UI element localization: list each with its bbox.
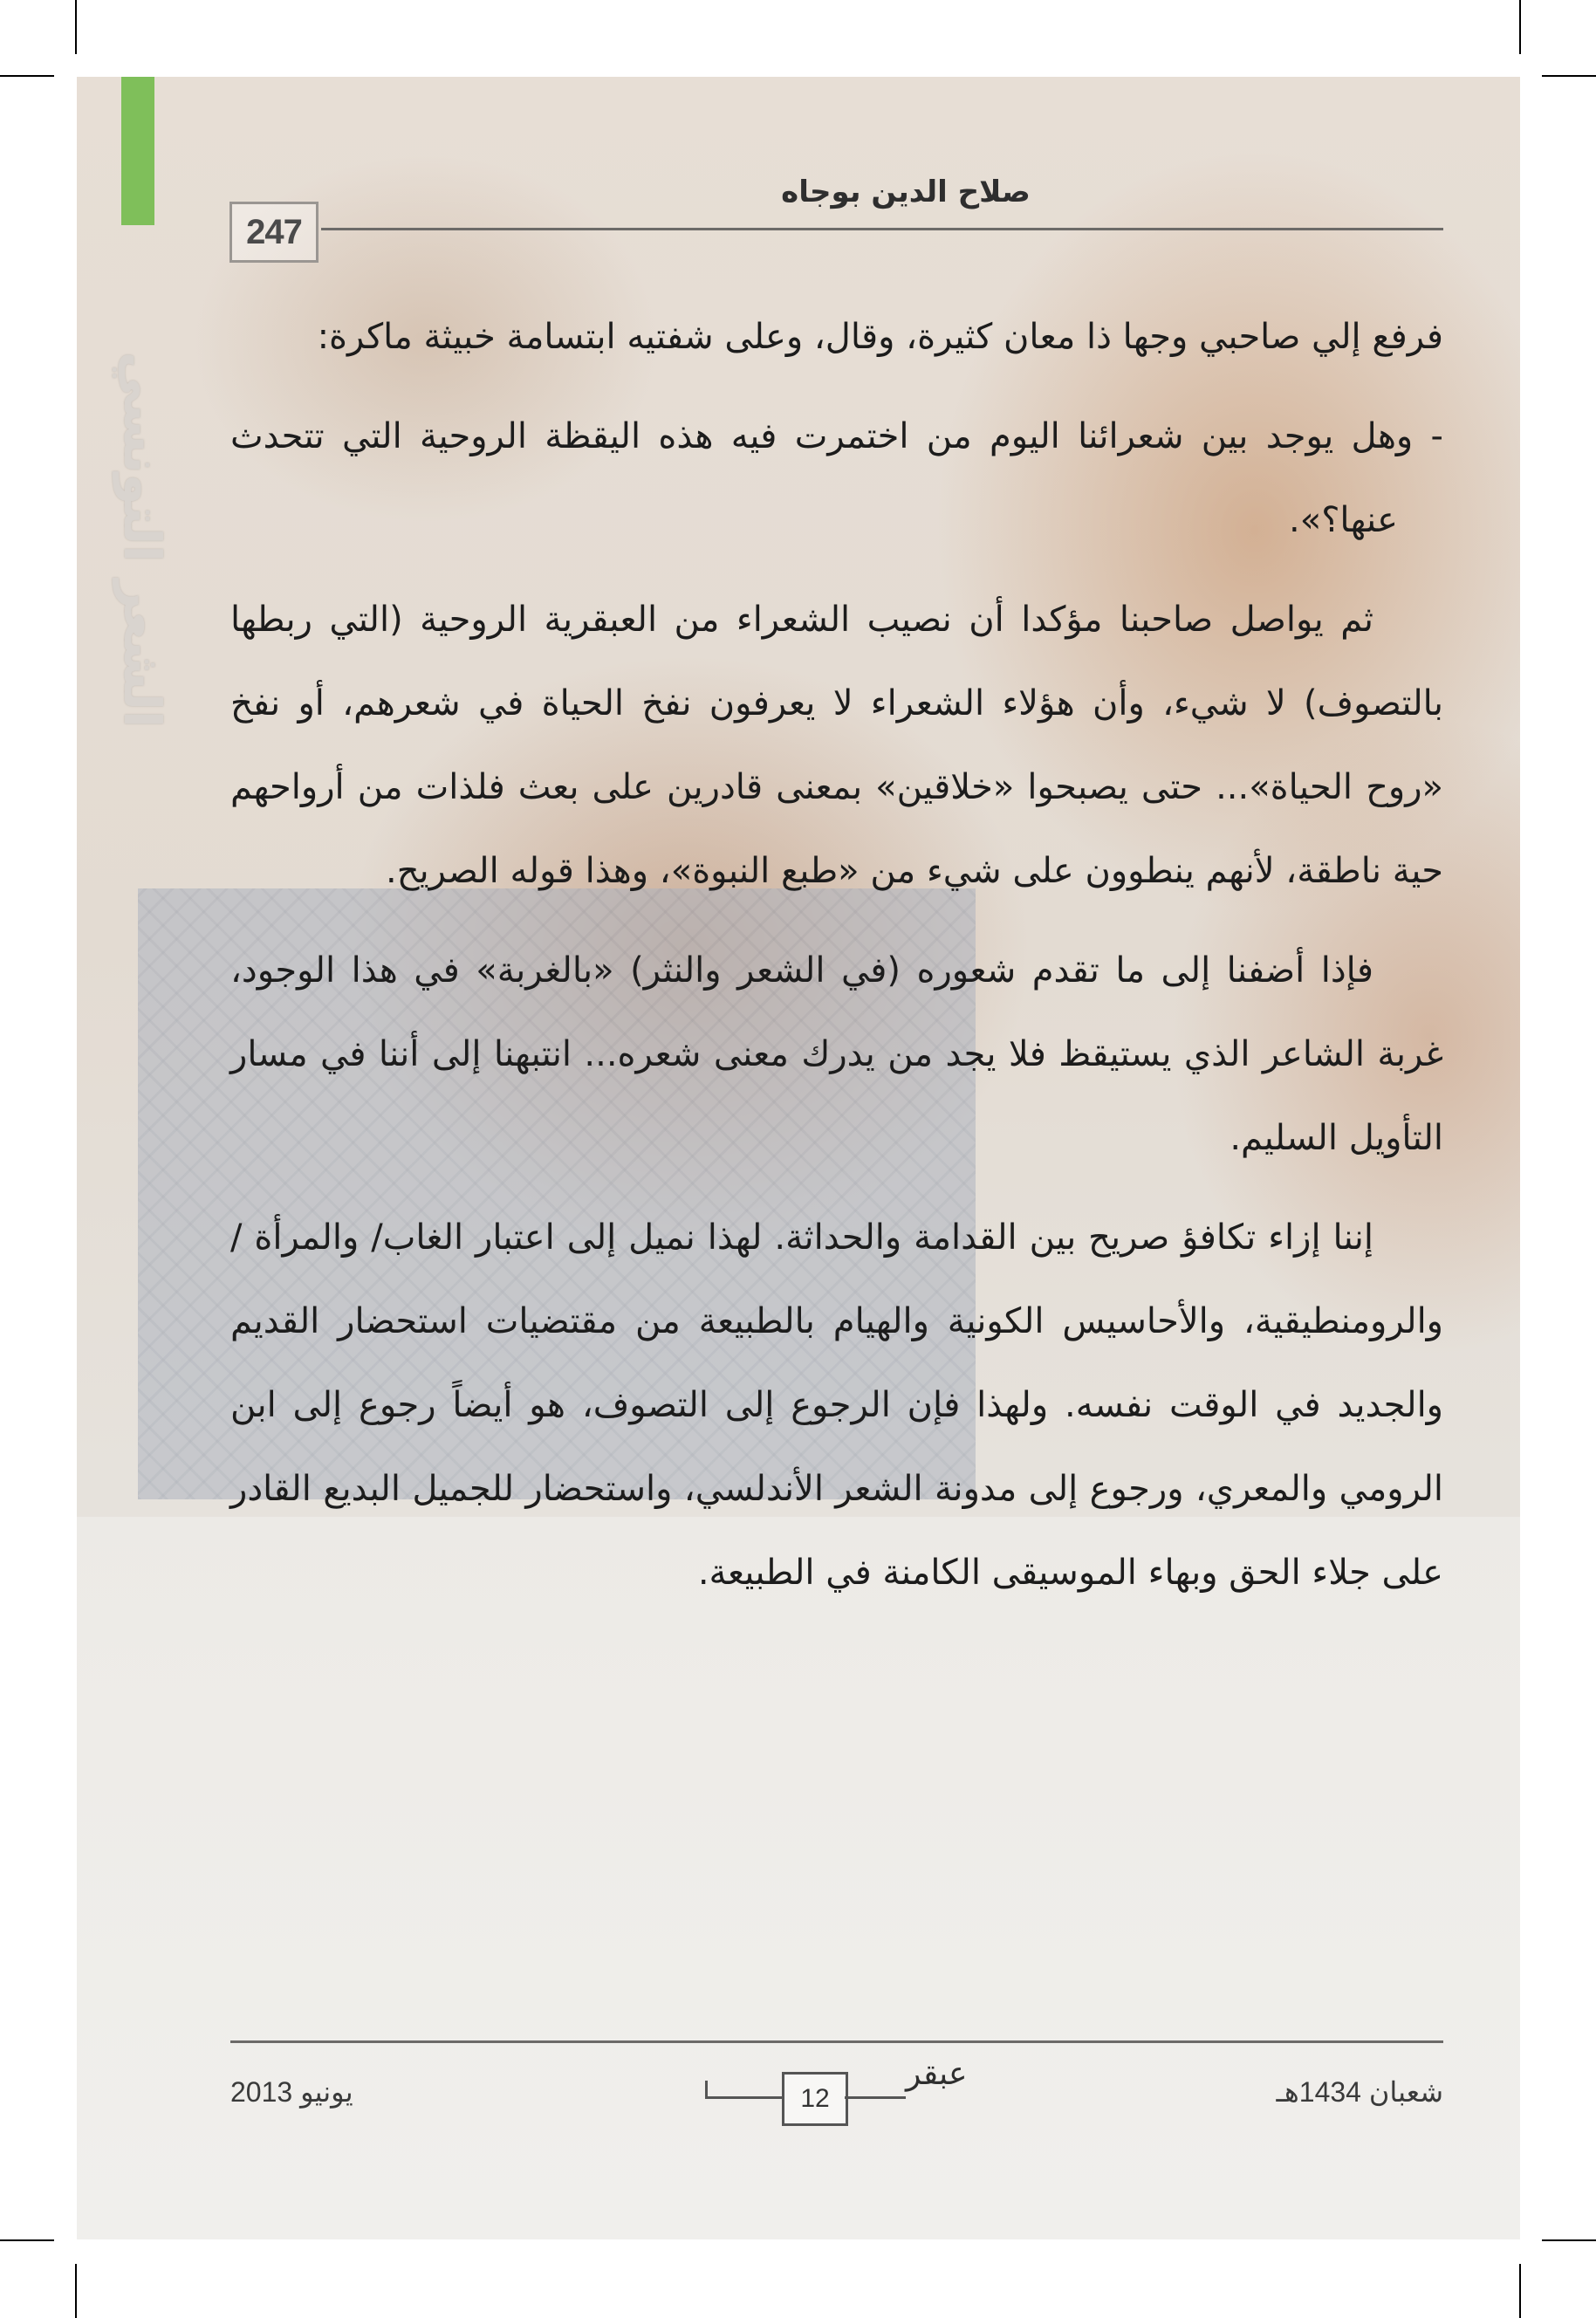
paragraph: فرفع إلي صاحبي وجها ذا معان كثيرة، وقال، وعلى شفتيه ابتسامة خبيثة ماكرة: — [317, 317, 1443, 357]
running-header-author: صلاح الدين بوجاه — [781, 175, 1031, 209]
footer-ornament — [705, 2081, 708, 2096]
crop-mark — [1542, 2239, 1596, 2241]
header-rule — [321, 228, 1443, 230]
section-color-bar — [121, 77, 154, 225]
issue-number: 12 — [782, 2072, 848, 2126]
crop-mark — [1519, 2264, 1521, 2318]
paragraph: فإذا أضفنا إلى ما تقدم شعوره (في الشعر والنثر) «بالغربة» في هذا الوجود، غربة الشاعر الذي يستيقظ فلا يجد من يدرك معنى شعره... انتبهنا إلى أننا في مسار التأويل السليم. — [230, 950, 1443, 1158]
magazine-name: عبقر — [906, 2056, 968, 2092]
crop-mark — [1519, 0, 1521, 54]
crop-mark — [1542, 75, 1596, 77]
crop-mark — [0, 75, 54, 77]
footer-ornament — [845, 2096, 906, 2099]
paragraph: ثم يواصل صاحبنا مؤكدا أن نصيب الشعراء من العبقرية الروحية (التي ربطها بالتصوف) لا شيء، وأن هؤلاء الشعراء لا يعرفون نفخ الحياة في شعرهم، أو نفخ «روح الحياة»... حتى يصبحوا «خلاقين» بمعنى قادرين على بعث فلذات من أرواحهم حية ناطقة، لأنهم ينطوون على شيء من «طبع النبوة»، وهذا قوله الصريح. — [230, 600, 1443, 891]
dialogue-paragraph: - وهل يوجد بين شعرائنا اليوم من اختمرت فيه هذه اليقظة الروحية التي تتحدث عنها؟». — [230, 416, 1443, 540]
crop-mark — [75, 2264, 77, 2318]
book-page — [77, 77, 1520, 2239]
crop-mark — [75, 0, 77, 54]
footer-ornament — [705, 2096, 782, 2099]
footer-magazine-mark — [705, 2056, 993, 2126]
article-body — [230, 295, 1443, 1630]
footer-rule — [230, 2040, 1443, 2043]
section-side-title: الشعر التونسي — [113, 351, 172, 728]
footer-gregorian-date: يونيو 2013 — [230, 2076, 353, 2108]
page-number: 247 — [229, 202, 319, 263]
footer-hijri-date: شعبان 1434هـ — [1276, 2076, 1443, 2108]
crop-mark — [0, 2239, 54, 2241]
paragraph: إننا إزاء تكافؤ صريح بين القدامة والحداثة. لهذا نميل إلى اعتبار الغاب/ والمرأة / والرومنطيقية، والأحاسيس الكونية والهيام بالطبيعة من مقتضيات استحضار القديم والجديد في الوقت نفسه. ولهذا فإن الرجوع إلى التصوف، هو أيضاً رجوع إلى ابن الرومي والمعري، ورجوع إلى مدونة الشعر الأندلسي، واستحضار للجميل البديع القادر على جلاء الحق وبهاء الموسيقى الكامنة في الطبيعة. — [230, 1217, 1443, 1593]
